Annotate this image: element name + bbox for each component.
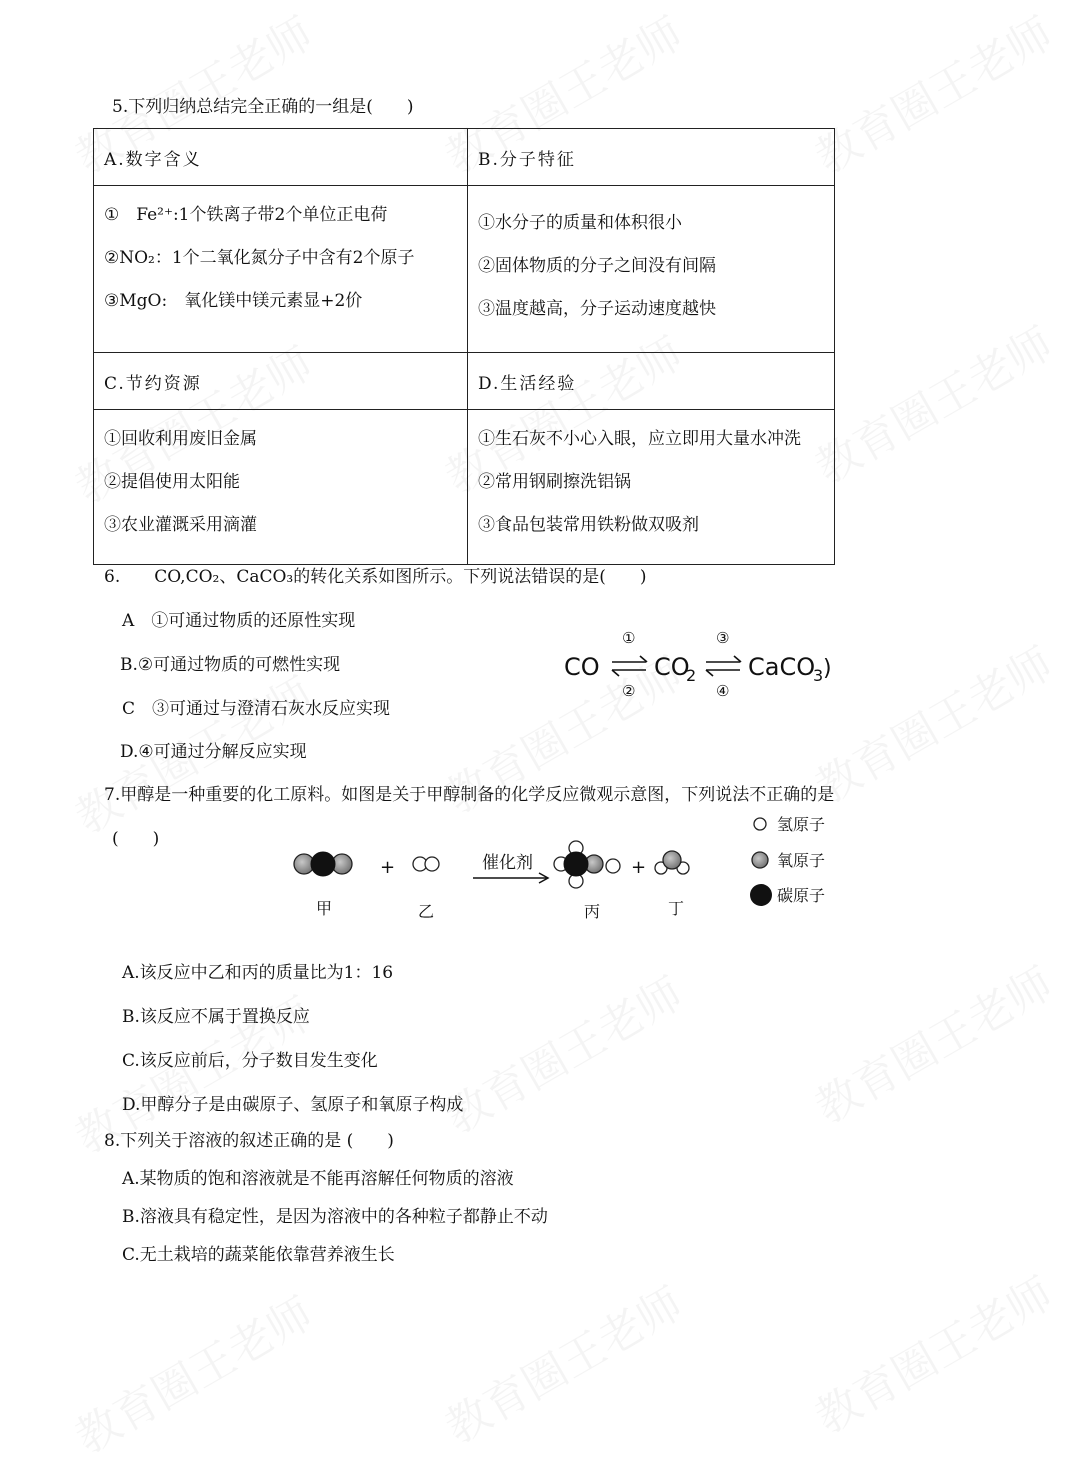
watermark <box>802 948 1063 1135</box>
watermark <box>432 1268 693 1455</box>
q5-table <box>93 128 835 565</box>
q5-b-item: ③温度越高，分子运动速度越快 <box>478 299 716 319</box>
q5-d-item: ①生石灰不小心入眼，应立即用大量水冲洗 <box>478 429 801 449</box>
label-ding: 丁 <box>668 899 685 918</box>
q6-option-c: C ③可通过与澄清石灰水反应实现 <box>122 699 391 719</box>
q7-reaction-diagram <box>285 810 845 930</box>
label-3: ③ <box>716 629 730 647</box>
q5-head-c: C.节约资源 <box>94 353 468 410</box>
q7-option-a: A.该反应中乙和丙的质量比为1：16 <box>122 963 394 983</box>
q5-c-item: ②提倡使用太阳能 <box>104 472 240 492</box>
plus-sign: + <box>631 857 647 878</box>
label-jia: 甲 <box>316 899 333 918</box>
q5-a-item: ① Fe²⁺:1个铁离子带2个单位正电荷 <box>104 205 388 225</box>
caco3-tail: ) <box>823 656 832 681</box>
label-1: ① <box>622 629 636 647</box>
oxygen-legend-icon <box>752 852 768 868</box>
catalyst-label: 催化剂 <box>482 853 533 873</box>
watermark <box>802 308 1063 495</box>
molecule-jia <box>294 852 352 876</box>
q5-head-d: D.生活经验 <box>468 353 835 410</box>
q6-option-d: D.④可通过分解反应实现 <box>120 742 307 762</box>
q7-option-b: B.该反应不属于置换反应 <box>122 1007 310 1027</box>
molecule-yi <box>413 857 439 871</box>
q6-option-b: B.②可通过物质的可燃性实现 <box>120 655 341 675</box>
reaction-arrow <box>473 873 548 883</box>
q6-stem: 6. CO,CO₂、CaCO₃的转化关系如图所示。下列说法错误的是( ) <box>104 567 647 587</box>
label-4: ④ <box>716 682 730 700</box>
watermark <box>802 1258 1063 1445</box>
q8-option-a: A.某物质的饱和溶液就是不能再溶解任何物质的溶液 <box>122 1169 514 1189</box>
q5-c-item: ①回收利用废旧金属 <box>104 429 257 449</box>
q6-option-a: A ①可通过物质的还原性实现 <box>122 611 356 631</box>
label-bing: 丙 <box>584 902 601 921</box>
equilibrium-arrow-1 <box>612 656 647 676</box>
q5-b-item: ①水分子的质量和体积很小 <box>478 213 682 233</box>
q8-option-c: C.无土栽培的蔬菜能依靠营养液生长 <box>122 1245 395 1265</box>
legend-oxygen: 氧原子 <box>777 851 826 870</box>
q5-stem: 5.下列归纳总结完全正确的一组是( ) <box>112 97 414 117</box>
q5-a-item: ③MgO: 氧化镁中镁元素显+2价 <box>104 291 363 311</box>
q5-d-item: ②常用钢刷擦洗铝锅 <box>478 472 631 492</box>
legend-carbon: 碳原子 <box>777 886 826 905</box>
q6-conversion-diagram <box>560 625 850 705</box>
q5-cell-a <box>94 186 468 353</box>
plus-sign: + <box>380 857 396 878</box>
q5-cell-d <box>468 410 835 565</box>
q5-d-item: ③食品包装常用铁粉做双吸剂 <box>478 515 699 535</box>
hydrogen-legend-icon <box>754 818 766 830</box>
q7-option-d: D.甲醇分子是由碳原子、氢原子和氧原子构成 <box>122 1095 464 1115</box>
equilibrium-arrow-2 <box>706 656 741 676</box>
q7-stem: 7.甲醇是一种重要的化工原料。如图是关于甲醇制备的化学反应微观示意图，下列说法不正确的是 <box>104 785 835 805</box>
q8-stem: 8.下列关于溶液的叙述正确的是 ( ) <box>104 1131 394 1151</box>
q5-c-item: ③农业灌溉采用滴灌 <box>104 515 257 535</box>
legend-hydrogen: 氢原子 <box>777 815 826 834</box>
co-formula: CO <box>564 653 600 681</box>
q5-a-item: ②NO₂：1个二氧化氮分子中含有2个原子 <box>104 248 415 268</box>
molecule-bing <box>554 841 620 888</box>
co2-subscript: 2 <box>686 666 697 685</box>
q7-option-c: C.该反应前后，分子数目发生变化 <box>122 1051 378 1071</box>
watermark <box>432 958 693 1145</box>
label-2: ② <box>622 682 636 700</box>
legend <box>750 815 825 906</box>
label-yi: 乙 <box>418 902 435 921</box>
q5-b-item: ②固体物质的分子之间没有间隔 <box>478 256 716 276</box>
q5-head-b: B.分子特征 <box>468 129 835 186</box>
molecule-ding <box>655 851 689 874</box>
q8-option-b: B.溶液具有稳定性，是因为溶液中的各种粒子都静止不动 <box>122 1207 548 1227</box>
caco3-subscript: 3 <box>813 666 824 685</box>
q5-head-a: A.数字含义 <box>94 129 468 186</box>
caco3-formula: CaCO <box>748 653 816 681</box>
co2-formula: CO <box>654 653 690 681</box>
carbon-legend-icon <box>750 884 772 906</box>
watermark <box>802 0 1063 186</box>
q5-cell-c <box>94 410 468 565</box>
q7-paren: ( ) <box>112 829 160 849</box>
watermark <box>62 1278 323 1465</box>
q5-cell-b <box>468 186 835 353</box>
